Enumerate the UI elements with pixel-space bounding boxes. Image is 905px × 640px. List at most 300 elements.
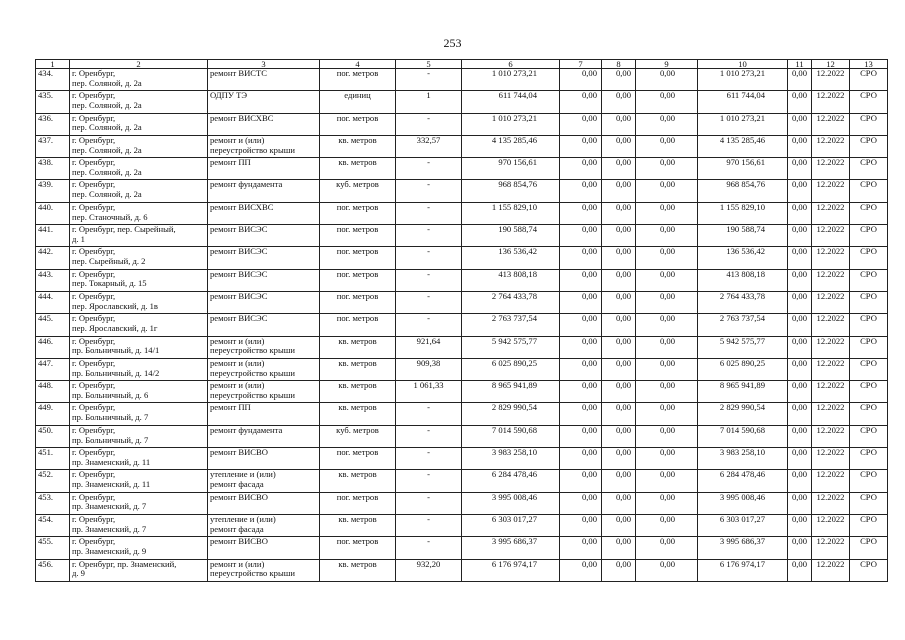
table-row [36, 180, 888, 202]
work-type [208, 69, 320, 91]
address [70, 69, 208, 91]
row-number: 445. [36, 314, 70, 336]
col9-value: 0,00 [636, 381, 698, 403]
col8-value: 0,00 [602, 202, 636, 224]
address-line: пер. Сырейный, д. 2 [72, 256, 146, 267]
address [70, 425, 208, 447]
col10-value: 2 829 990,54 [698, 403, 788, 425]
col8-value: 0,00 [602, 537, 636, 559]
address-line: пр. Больничный, д. 14/2 [72, 367, 160, 378]
address [70, 158, 208, 180]
col8-value: 0,00 [602, 135, 636, 157]
col7-value: 0,00 [560, 202, 602, 224]
completion-date: 12.2022 [812, 559, 850, 581]
table-row [36, 269, 888, 291]
quantity: - [396, 514, 462, 536]
col10-value: 3 995 008,46 [698, 492, 788, 514]
address-line: г. Оренбург, [72, 336, 116, 346]
unit: кв. метров [320, 559, 396, 581]
work-type [208, 314, 320, 336]
col10-value: 136 536,42 [698, 247, 788, 269]
address [70, 514, 208, 536]
address-line: пр. Больничный, д. 14/1 [72, 345, 160, 356]
col8-value: 0,00 [602, 403, 636, 425]
address-line: г. Оренбург, пер. Сырейный, [72, 224, 176, 235]
quantity: - [396, 69, 462, 91]
row-number: 439. [36, 180, 70, 202]
work-type [208, 113, 320, 135]
work-type-line: утепление и (или) [210, 469, 276, 480]
address [70, 91, 208, 113]
col8-value: 0,00 [602, 91, 636, 113]
address-line: г. Оренбург, [72, 269, 116, 279]
work-type-line: ремонт ВИСВО [210, 492, 268, 502]
address-line: г. Оренбург, [72, 358, 116, 368]
work-type-line: утепление и (или) [210, 514, 276, 524]
quantity: 909,38 [396, 358, 462, 380]
col9-value: 0,00 [636, 225, 698, 247]
col8-value: 0,00 [602, 358, 636, 380]
unit: кв. метров [320, 403, 396, 425]
column-header-5: 5 [396, 60, 462, 69]
funding-method: СРО [850, 537, 888, 559]
quantity: - [396, 403, 462, 425]
address-line: г. Оренбург, [72, 380, 116, 391]
address-line: г. Оренбург, [72, 514, 116, 524]
table-row [36, 381, 888, 403]
address-line: г. Оренбург, [72, 202, 116, 212]
col8-value: 0,00 [602, 180, 636, 202]
work-type-line: ремонт ВИСХВС [210, 113, 274, 123]
address-line: пер. Ярославский, д. 1г [72, 323, 158, 334]
column-header-10: 10 [698, 60, 788, 69]
total-cost: 6 176 974,17 [462, 559, 560, 581]
col7-value: 0,00 [560, 514, 602, 536]
funding-method: СРО [850, 69, 888, 91]
unit: пог. метров [320, 69, 396, 91]
col7-value: 0,00 [560, 314, 602, 336]
column-header-4: 4 [320, 60, 396, 69]
quantity: - [396, 448, 462, 470]
column-header-2: 2 [70, 60, 208, 69]
table-row [36, 403, 888, 425]
col8-value: 0,00 [602, 314, 636, 336]
table-row [36, 358, 888, 380]
col10-value: 3 983 258,10 [698, 448, 788, 470]
completion-date: 12.2022 [812, 291, 850, 313]
address-line: пр. Больничный, д. 6 [72, 389, 149, 400]
table-row [36, 314, 888, 336]
col9-value: 0,00 [636, 448, 698, 470]
total-cost: 6 025 890,25 [462, 358, 560, 380]
col8-value: 0,00 [602, 425, 636, 447]
unit: пог. метров [320, 291, 396, 313]
row-number: 450. [36, 425, 70, 447]
work-type-line: ремонт ВИСЭС [210, 246, 268, 257]
col11-value: 0,00 [788, 202, 812, 224]
funding-method: СРО [850, 225, 888, 247]
col10-value: 4 135 285,46 [698, 135, 788, 157]
work-type [208, 91, 320, 113]
page-number: 253 [443, 36, 462, 50]
quantity: 332,57 [396, 135, 462, 157]
work-type [208, 247, 320, 269]
address-line: пр. Знаменский, д. 11 [72, 479, 151, 490]
work-type-line: ремонт ВИСЭС [210, 291, 268, 301]
work-type [208, 269, 320, 291]
address-line: г. Оренбург, [72, 179, 116, 190]
col8-value: 0,00 [602, 336, 636, 358]
completion-date: 12.2022 [812, 381, 850, 403]
address-line: пр. Знаменский, д. 9 [72, 546, 147, 557]
row-number: 446. [36, 336, 70, 358]
row-number: 443. [36, 269, 70, 291]
col9-value: 0,00 [636, 314, 698, 336]
work-type [208, 135, 320, 157]
work-type-line: ремонт ВИСЭС [210, 269, 268, 279]
address [70, 381, 208, 403]
column-header-11: 11 [788, 60, 812, 69]
col11-value: 0,00 [788, 403, 812, 425]
funding-method: СРО [850, 514, 888, 536]
total-cost: 413 808,18 [462, 269, 560, 291]
work-type [208, 180, 320, 202]
work-type-line: ремонт и (или) [210, 358, 265, 368]
work-type [208, 559, 320, 581]
completion-date: 12.2022 [812, 180, 850, 202]
total-cost: 970 156,61 [462, 158, 560, 180]
col11-value: 0,00 [788, 269, 812, 291]
row-number: 435. [36, 91, 70, 113]
total-cost: 3 983 258,10 [462, 448, 560, 470]
address-line: г. Оренбург, [72, 246, 116, 257]
work-type-line: ремонт ВИСТС [210, 68, 268, 78]
completion-date: 12.2022 [812, 470, 850, 492]
address-line: г. Оренбург, [72, 469, 116, 480]
col10-value: 611 744,04 [698, 91, 788, 113]
col11-value: 0,00 [788, 291, 812, 313]
table-row [36, 91, 888, 113]
quantity: - [396, 180, 462, 202]
completion-date: 12.2022 [812, 492, 850, 514]
work-type [208, 358, 320, 380]
table-row [36, 113, 888, 135]
unit: куб. метров [320, 425, 396, 447]
address-line: г. Оренбург, [72, 135, 116, 145]
row-number: 447. [36, 358, 70, 380]
col10-value: 413 808,18 [698, 269, 788, 291]
completion-date: 12.2022 [812, 158, 850, 180]
unit: пог. метров [320, 247, 396, 269]
address-line: пер. Станочный, д. 6 [72, 211, 148, 222]
quantity: - [396, 225, 462, 247]
work-type [208, 448, 320, 470]
total-cost: 3 995 686,37 [462, 537, 560, 559]
table-row [36, 470, 888, 492]
unit: пог. метров [320, 314, 396, 336]
col9-value: 0,00 [636, 336, 698, 358]
col9-value: 0,00 [636, 470, 698, 492]
col8-value: 0,00 [602, 69, 636, 91]
row-number: 441. [36, 225, 70, 247]
work-type-line: переустройство крыши [210, 345, 295, 356]
work-type [208, 537, 320, 559]
total-cost: 6 303 017,27 [462, 514, 560, 536]
completion-date: 12.2022 [812, 314, 850, 336]
address [70, 202, 208, 224]
col11-value: 0,00 [788, 358, 812, 380]
col9-value: 0,00 [636, 425, 698, 447]
col10-value: 6 176 974,17 [698, 559, 788, 581]
col7-value: 0,00 [560, 135, 602, 157]
column-header-7: 7 [560, 60, 602, 69]
col11-value: 0,00 [788, 470, 812, 492]
col7-value: 0,00 [560, 225, 602, 247]
col11-value: 0,00 [788, 69, 812, 91]
completion-date: 12.2022 [812, 91, 850, 113]
unit: пог. метров [320, 448, 396, 470]
address-line: г. Оренбург, [72, 447, 116, 458]
register-table [35, 59, 888, 582]
completion-date: 12.2022 [812, 537, 850, 559]
table-row [36, 247, 888, 269]
unit: кв. метров [320, 381, 396, 403]
funding-method: СРО [850, 425, 888, 447]
address-line: г. Оренбург, пр. Знаменский, [72, 559, 177, 569]
unit: кв. метров [320, 514, 396, 536]
total-cost: 6 284 478,46 [462, 470, 560, 492]
total-cost: 2 764 433,78 [462, 291, 560, 313]
col10-value: 2 763 737,54 [698, 314, 788, 336]
address-line: пр. Больничный, д. 7 [72, 434, 149, 445]
total-cost: 611 744,04 [462, 91, 560, 113]
table-row [36, 514, 888, 536]
table-body [36, 69, 888, 582]
column-header-3: 3 [208, 60, 320, 69]
col7-value: 0,00 [560, 403, 602, 425]
quantity: 1 [396, 91, 462, 113]
work-type-line: ремонт ПП [210, 402, 251, 413]
unit: кв. метров [320, 336, 396, 358]
column-number-row [36, 60, 888, 69]
funding-method: СРО [850, 492, 888, 514]
quantity: - [396, 314, 462, 336]
address-line: пер. Соляной, д. 2а [72, 144, 142, 155]
work-type [208, 158, 320, 180]
table-row [36, 559, 888, 581]
unit: кв. метров [320, 135, 396, 157]
col7-value: 0,00 [560, 180, 602, 202]
work-type-line: ремонт и (или) [210, 380, 265, 391]
address [70, 247, 208, 269]
row-number: 452. [36, 470, 70, 492]
column-header-6: 6 [462, 60, 560, 69]
row-number: 434. [36, 69, 70, 91]
row-number: 454. [36, 514, 70, 536]
col8-value: 0,00 [602, 492, 636, 514]
col7-value: 0,00 [560, 381, 602, 403]
col8-value: 0,00 [602, 269, 636, 291]
row-number: 444. [36, 291, 70, 313]
col10-value: 6 025 890,25 [698, 358, 788, 380]
col8-value: 0,00 [602, 470, 636, 492]
work-type [208, 425, 320, 447]
quantity: - [396, 492, 462, 514]
col8-value: 0,00 [602, 381, 636, 403]
work-type-line: ремонт ВИСВО [210, 536, 268, 547]
funding-method: СРО [850, 314, 888, 336]
address-line: г. Оренбург, [72, 536, 116, 547]
funding-method: СРО [850, 269, 888, 291]
unit: пог. метров [320, 202, 396, 224]
col9-value: 0,00 [636, 202, 698, 224]
quantity: - [396, 158, 462, 180]
completion-date: 12.2022 [812, 69, 850, 91]
col8-value: 0,00 [602, 291, 636, 313]
column-header-12: 12 [812, 60, 850, 69]
col11-value: 0,00 [788, 514, 812, 536]
unit: пог. метров [320, 113, 396, 135]
address [70, 470, 208, 492]
col7-value: 0,00 [560, 113, 602, 135]
col10-value: 2 764 433,78 [698, 291, 788, 313]
work-type-line: ремонт фасада [210, 479, 264, 490]
col7-value: 0,00 [560, 69, 602, 91]
row-number: 438. [36, 158, 70, 180]
address [70, 269, 208, 291]
col9-value: 0,00 [636, 492, 698, 514]
funding-method: СРО [850, 158, 888, 180]
col9-value: 0,00 [636, 559, 698, 581]
work-type-line: ремонт фундамента [210, 179, 283, 190]
col8-value: 0,00 [602, 158, 636, 180]
col9-value: 0,00 [636, 537, 698, 559]
col11-value: 0,00 [788, 336, 812, 358]
table-row [36, 225, 888, 247]
total-cost: 1 010 273,21 [462, 69, 560, 91]
work-type [208, 225, 320, 247]
row-number: 453. [36, 492, 70, 514]
table-row [36, 492, 888, 514]
address-line: г. Оренбург, [72, 113, 116, 123]
funding-method: СРО [850, 135, 888, 157]
completion-date: 12.2022 [812, 113, 850, 135]
quantity: 921,64 [396, 336, 462, 358]
col9-value: 0,00 [636, 158, 698, 180]
col8-value: 0,00 [602, 448, 636, 470]
col11-value: 0,00 [788, 381, 812, 403]
col7-value: 0,00 [560, 358, 602, 380]
col9-value: 0,00 [636, 403, 698, 425]
address-line: пер. Токарный, д. 15 [72, 278, 147, 289]
work-type [208, 291, 320, 313]
total-cost: 968 854,76 [462, 180, 560, 202]
completion-date: 12.2022 [812, 135, 850, 157]
funding-method: СРО [850, 448, 888, 470]
total-cost: 7 014 590,68 [462, 425, 560, 447]
table-row [36, 69, 888, 91]
unit: пог. метров [320, 269, 396, 291]
col10-value: 8 965 941,89 [698, 381, 788, 403]
col9-value: 0,00 [636, 113, 698, 135]
address-line: пер. Соляной, д. 2а [72, 100, 142, 111]
col7-value: 0,00 [560, 559, 602, 581]
col7-value: 0,00 [560, 158, 602, 180]
total-cost: 5 942 575,77 [462, 336, 560, 358]
work-type-line: переустройство крыши [210, 367, 295, 378]
completion-date: 12.2022 [812, 336, 850, 358]
unit: куб. метров [320, 180, 396, 202]
unit: пог. метров [320, 537, 396, 559]
funding-method: СРО [850, 202, 888, 224]
table-row [36, 425, 888, 447]
address-line: г. Оренбург, [72, 90, 116, 101]
address-line: пр. Знаменский, д. 11 [72, 456, 151, 467]
funding-method: СРО [850, 403, 888, 425]
table-row [36, 202, 888, 224]
work-type [208, 202, 320, 224]
completion-date: 12.2022 [812, 202, 850, 224]
address-line: пер. Соляной, д. 2а [72, 122, 142, 133]
work-type [208, 514, 320, 536]
completion-date: 12.2022 [812, 269, 850, 291]
total-cost: 1 010 273,21 [462, 113, 560, 135]
address [70, 291, 208, 313]
work-type-line: ОДПУ ТЭ [210, 90, 248, 101]
address [70, 336, 208, 358]
row-number: 449. [36, 403, 70, 425]
col7-value: 0,00 [560, 470, 602, 492]
work-type-line: ремонт и (или) [210, 559, 265, 569]
col7-value: 0,00 [560, 291, 602, 313]
completion-date: 12.2022 [812, 514, 850, 536]
col10-value: 7 014 590,68 [698, 425, 788, 447]
total-cost: 3 995 008,46 [462, 492, 560, 514]
address-line: пер. Соляной, д. 2а [72, 189, 142, 200]
col8-value: 0,00 [602, 247, 636, 269]
address [70, 403, 208, 425]
work-type [208, 403, 320, 425]
col9-value: 0,00 [636, 180, 698, 202]
col9-value: 0,00 [636, 269, 698, 291]
completion-date: 12.2022 [812, 448, 850, 470]
work-type [208, 381, 320, 403]
col10-value: 5 942 575,77 [698, 336, 788, 358]
address [70, 180, 208, 202]
address [70, 358, 208, 380]
unit: пог. метров [320, 225, 396, 247]
work-type-line: ремонт ВИСХВС [210, 202, 274, 212]
row-number: 455. [36, 537, 70, 559]
address-line: пер. Соляной, д. 2а [72, 166, 142, 177]
work-type-line: ремонт ВИСВО [210, 447, 268, 458]
col7-value: 0,00 [560, 336, 602, 358]
col9-value: 0,00 [636, 358, 698, 380]
unit: пог. метров [320, 492, 396, 514]
work-type-line: переустройство крыши [210, 568, 295, 579]
total-cost: 2 763 737,54 [462, 314, 560, 336]
work-type-line: ремонт ПП [210, 157, 251, 168]
funding-method: СРО [850, 180, 888, 202]
address [70, 537, 208, 559]
row-number: 448. [36, 381, 70, 403]
work-type-line: ремонт ВИСЭС [210, 224, 268, 235]
col11-value: 0,00 [788, 448, 812, 470]
col10-value: 1 155 829,10 [698, 202, 788, 224]
funding-method: СРО [850, 291, 888, 313]
col9-value: 0,00 [636, 135, 698, 157]
completion-date: 12.2022 [812, 247, 850, 269]
